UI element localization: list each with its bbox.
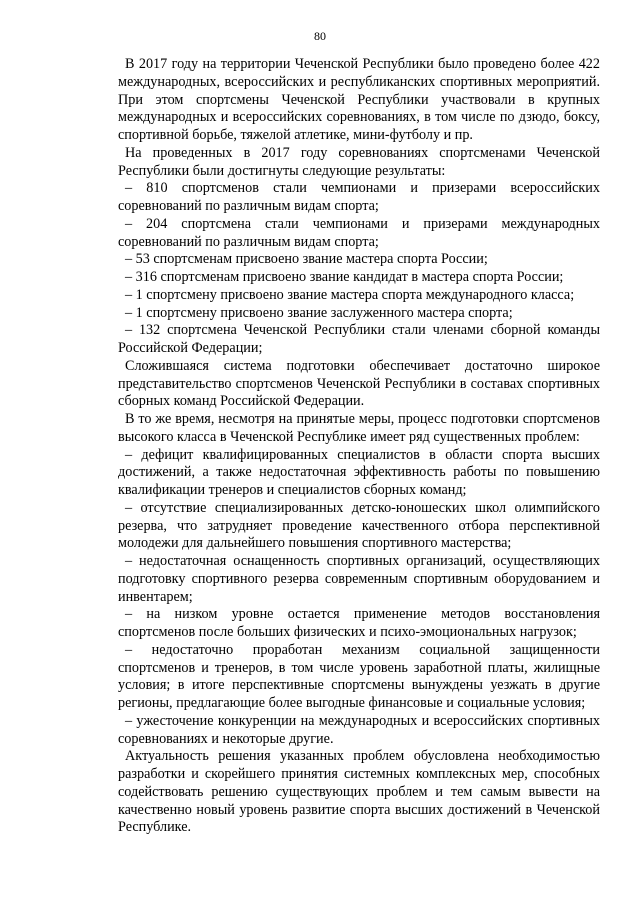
paragraph-results-intro: На проведенных в 2017 году соревнованиях спортсменами Чеченской Республики были достигнуты следующие результаты:	[118, 144, 600, 179]
page-number: 80	[314, 29, 326, 43]
paragraph-conclusion: Актуальность решения указанных проблем обусловлена необходимостью разработки и скорейшего принятия системных комплексных мер, способных содействовать решению существующих проблем и тем самым вывести на качественно новый уровень развитие спорта высших достижений в Чеченской Республике.	[118, 748, 600, 836]
problem-item-social: – недостаточно проработан механизм социальной защищенности спортсменов и тренеров, в том числе уровень заработной платы, жилищные условия; в итоге перспективные спортсмены вынуждены уезжать в другие регионы, предлагающие более выгодные финансовые и социальные условия;	[118, 641, 600, 711]
result-item-1-honored: – 1 спортсмену присвоено звание заслуженного мастера спорта;	[125, 304, 513, 321]
problem-item-equipment: – недостаточная оснащенность спортивных организаций, осуществляющих подготовку спортивного резерва современным спортивным оборудованием и инвентарем;	[118, 553, 600, 605]
paragraph-problems-intro: В то же время, несмотря на принятые меры, процесс подготовки спортсменов высокого класса в Чеченской Республике имеет ряд существенных проблем:	[118, 411, 600, 445]
problem-item-specialists: – дефицит квалифицированных специалистов в области спорта высших достижений, а также недостаточная эффективность работы по повышению квалификации тренеров и специалистов сборных команд;	[118, 446, 600, 498]
result-item-316: – 316 спортсменам присвоено звание кандидат в мастера спорта России;	[125, 269, 564, 285]
problem-item-schools: – отсутствие специализированных детско-юношеских школ олимпийского резерва, что затрудняет проведение качественного отбора перспективной молодежи для дальнейшего повышения спортивного мастерства;	[118, 499, 600, 552]
document-body	[118, 56, 600, 837]
result-item-132: – 132 спортсмена Чеченской Республики стали членами сборной команды Российской Федерации;	[118, 322, 600, 356]
paragraph-training-system: Сложившаяся система подготовки обеспечивает достаточно широкое представительство спортсменов Чеченской Республики в составах спортивных сборных команд Российской Федерации.	[118, 357, 600, 410]
result-item-53: – 53 спортсменам присвоено звание мастера спорта России;	[125, 251, 488, 268]
paragraph-events-2017: В 2017 году на территории Чеченской Республики было проведено более 422 международных, всероссийских и республиканских спортивных мероприятий. При этом спортсмены Чеченской Республики участвовали в крупных международных и всероссийских соревнованиях, в том числе по дзюдо, боксу, спортивной борьбе, тяжелой атлетике, мини-футболу и пр.	[118, 56, 600, 143]
result-item-810: – 810 спортсменов стали чемпионами и призерами всероссийских соревнований по различным видам спорта;	[118, 180, 600, 214]
problem-item-recovery: – на низком уровне остается применение методов восстановления спортсменов после больших физических и психо-эмоциональных нагрузок;	[118, 606, 600, 640]
result-item-1-international: – 1 спортсмену присвоено звание мастера спорта международного класса;	[125, 286, 575, 303]
result-item-204: – 204 спортсмена стали чемпионами и призерами международных соревнований по различным видам спорта;	[118, 215, 600, 250]
problem-item-competition: – ужесточение конкуренции на международных и всероссийских спортивных соревнованиях и некоторые другие.	[118, 712, 600, 747]
